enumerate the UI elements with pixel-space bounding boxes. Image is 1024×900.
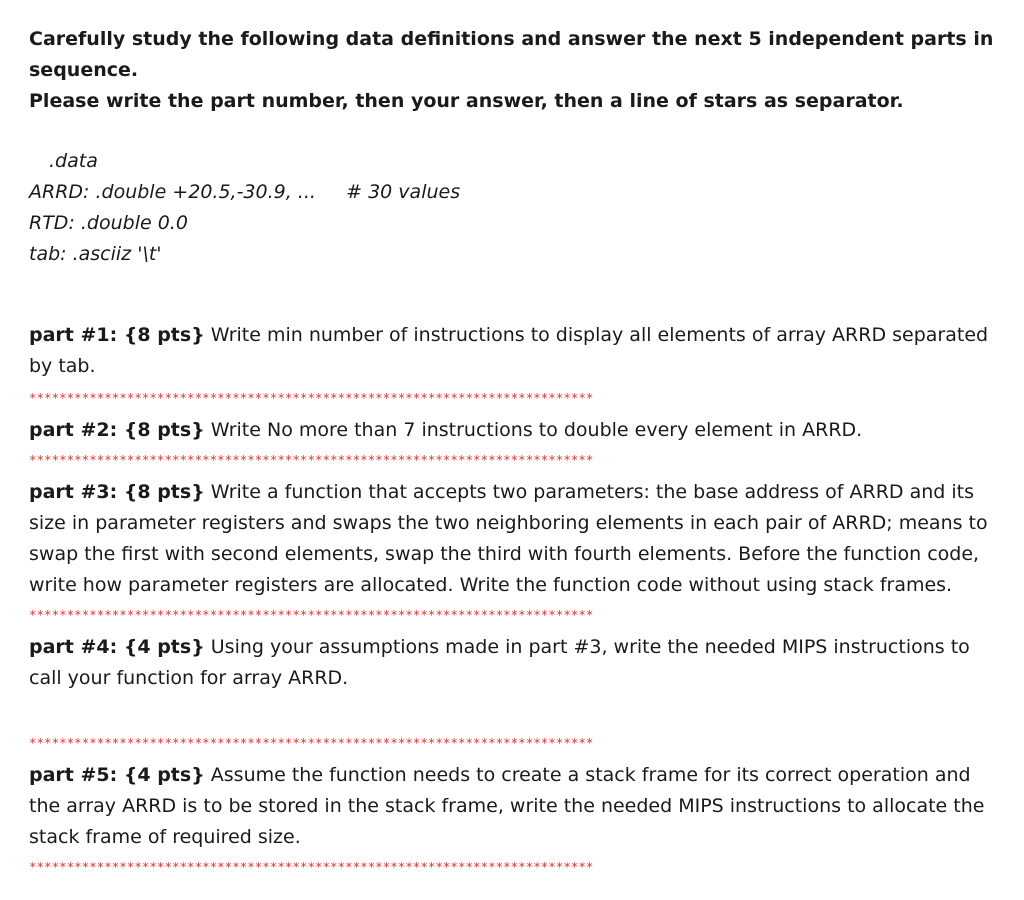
data-directive: .data: [49, 150, 98, 172]
part-1-text: Write min number of instructions to display all elements of array ARRD separated by tab.: [29, 324, 989, 377]
separator-line: ***************************************************************************: [29, 391, 594, 405]
data-line-arrd: ARRD: .double +20.5,-30.9, ... # 30 values: [29, 181, 461, 203]
part-3: [29, 477, 999, 601]
intro-instructions: [29, 24, 999, 117]
data-line-rtd: RTD: .double 0.0: [29, 212, 188, 234]
data-definitions: [29, 146, 999, 270]
part-2: [29, 415, 999, 446]
part-3-label: part #3: {8 pts}: [29, 481, 205, 503]
part-2-text: Write No more than 7 instructions to double every element in ARRD.: [204, 419, 863, 441]
data-line-tab: tab: .asciiz '\t': [29, 243, 162, 265]
separator-line: ***************************************************************************: [29, 608, 594, 622]
part-3-text: Write a function that accepts two parameters: the base address of ARRD and its size in parameter registers and swaps the two neighboring elements in each pair of ARRD; means to swap the first with second elements, swap the third with fourth elements. Before the function code, write how parameter registers are allocated. Write the function code without using stack frames.: [29, 481, 988, 596]
part-4: [29, 632, 999, 694]
intro-line-2: Please write the part number, then your answer, then a line of stars as separator.: [29, 90, 904, 112]
part-2-label: part #2: {8 pts}: [29, 419, 205, 441]
part-1: [29, 320, 999, 382]
part-5-label: part #5: {4 pts}: [29, 764, 205, 786]
separator-line: ***************************************************************************: [29, 860, 594, 874]
part-5-text: Assume the function needs to create a stack frame for its correct operation and the array ARRD is to be stored in the stack frame, write the needed MIPS instructions to allocate the stack frame of required size.: [29, 764, 985, 848]
separator-line: ***************************************************************************: [29, 453, 594, 467]
separator-line: ***************************************************************************: [29, 736, 594, 750]
document-page: [29, 24, 999, 874]
part-1-label: part #1: {8 pts}: [29, 324, 205, 346]
part-4-text: Using your assumptions made in part #3, write the needed MIPS instructions to call your function for array ARRD.: [29, 636, 970, 689]
part-4-label: part #4: {4 pts}: [29, 636, 205, 658]
intro-line-1: Carefully study the following data definitions and answer the next 5 independent parts in sequence.: [29, 28, 994, 81]
part-5: [29, 760, 999, 853]
